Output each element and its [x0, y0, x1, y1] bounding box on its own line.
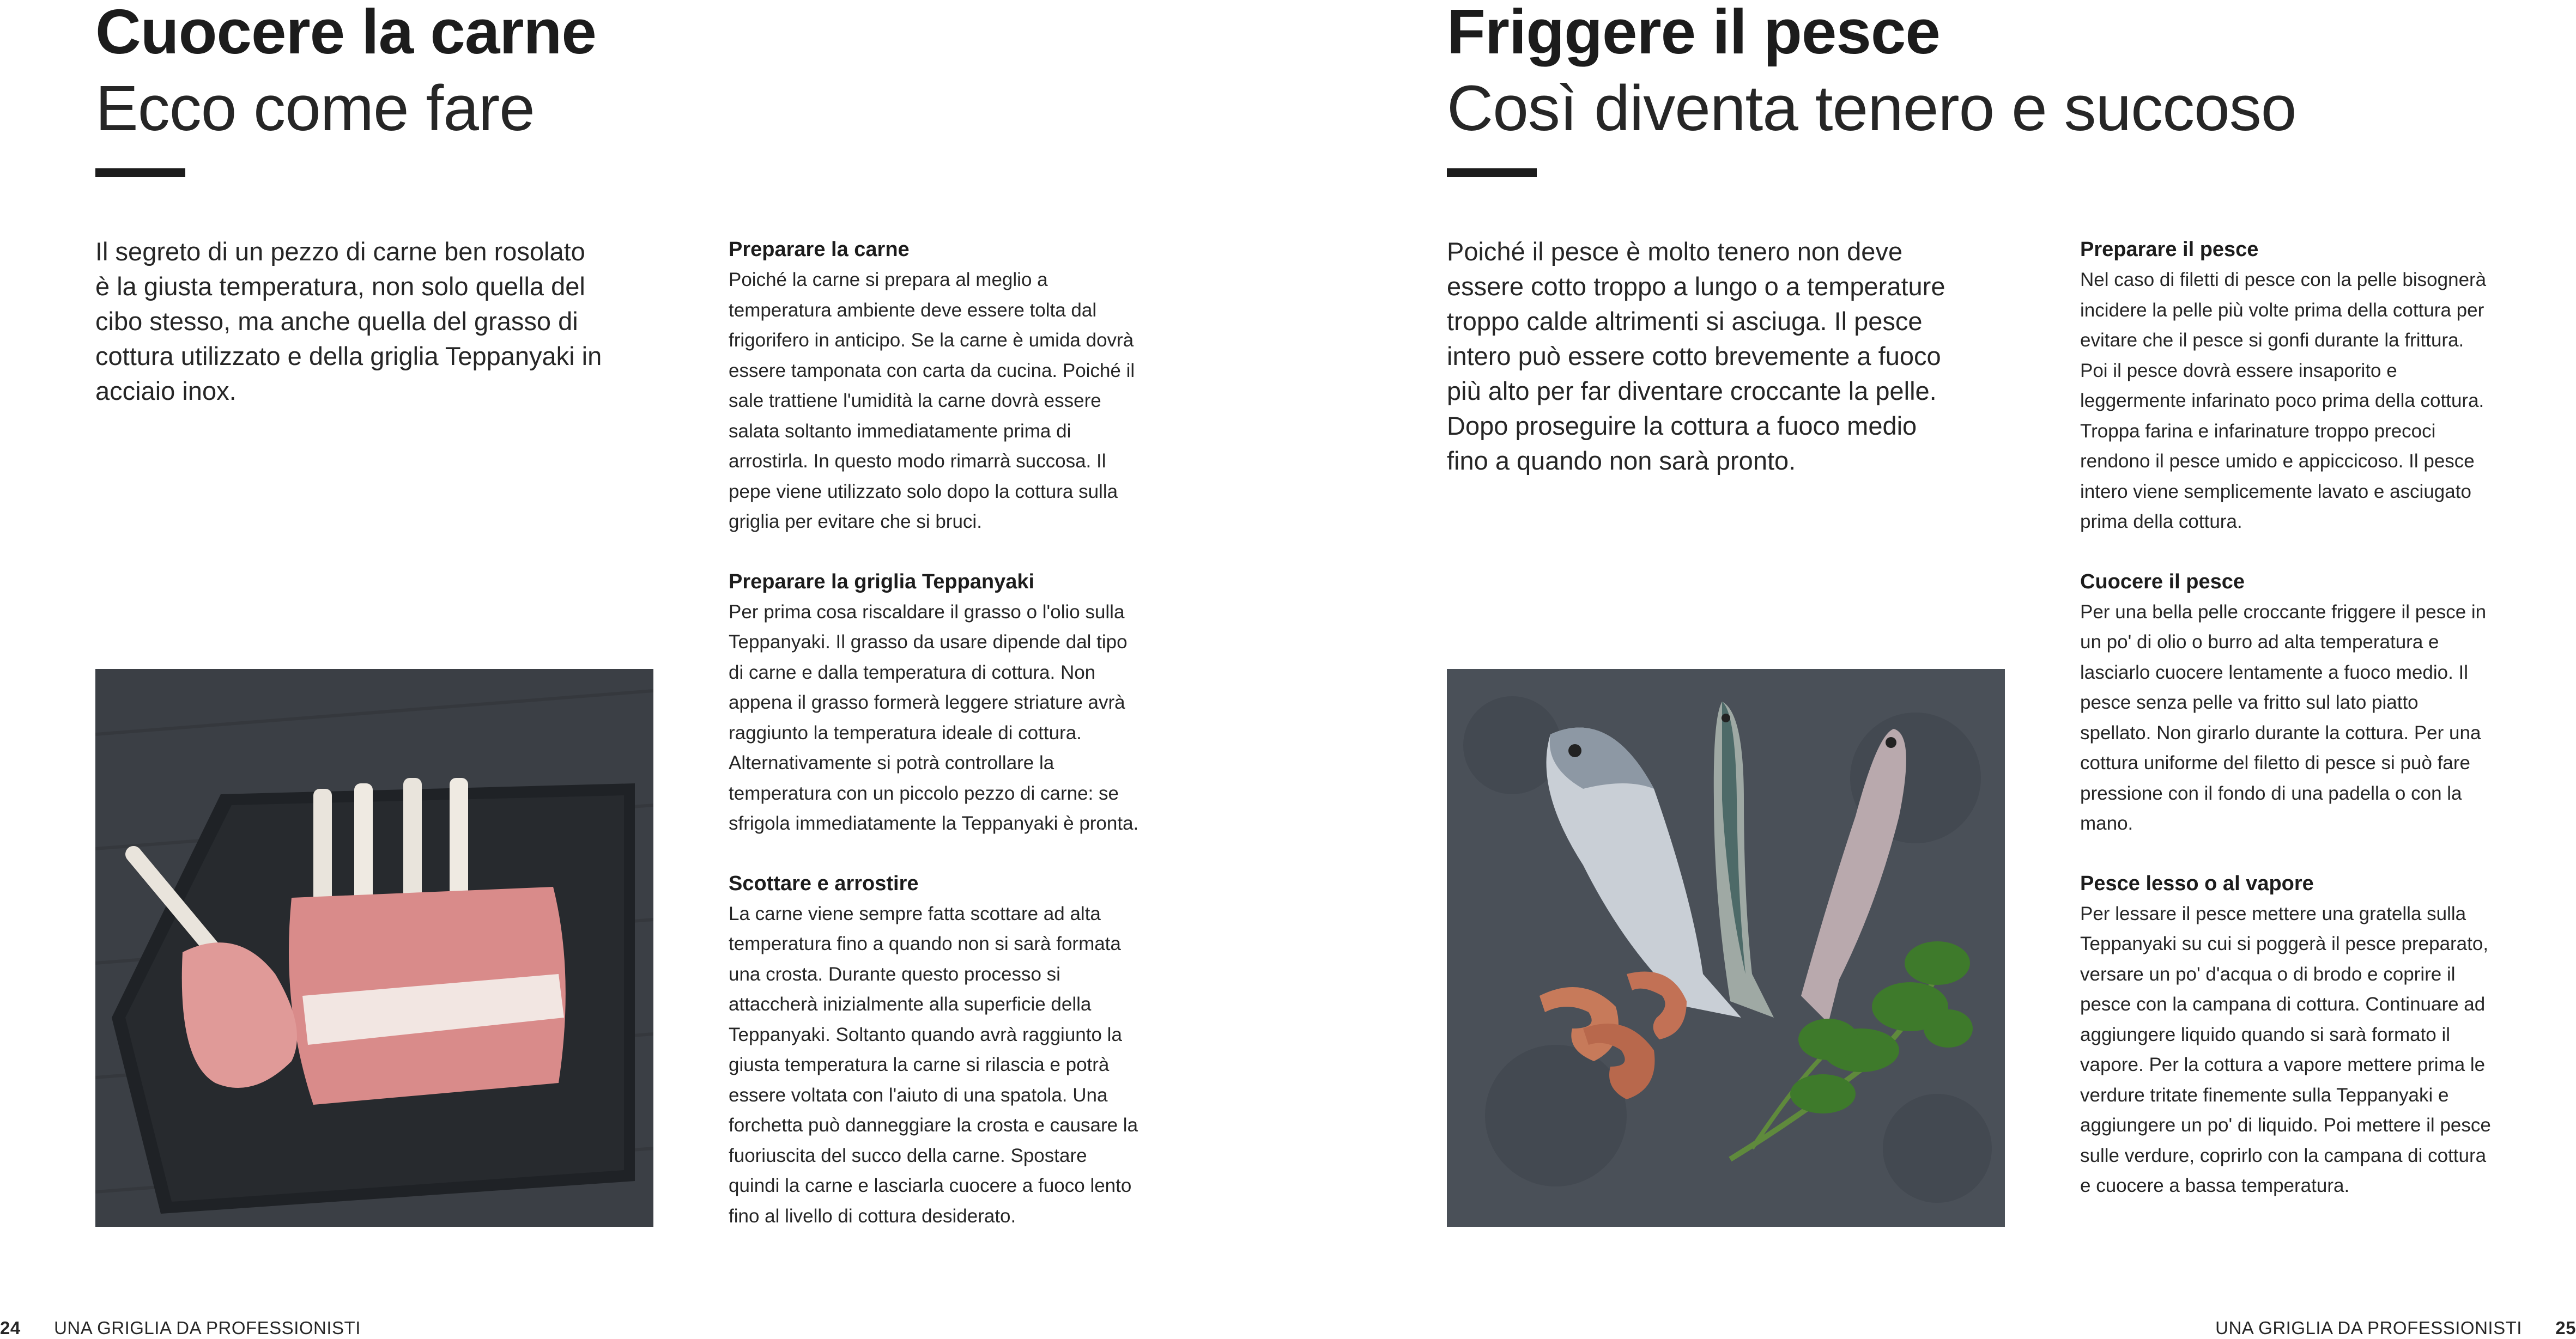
page-number-right: 25 — [2555, 1318, 2576, 1338]
left-sections — [729, 234, 1143, 1261]
section-body: Poiché la carne si prepara al meglio a temperatura ambiente deve essere tolta dal frigorifero in anticipo. Se la carne è umida dovrà essere tamponata con carta da cucina. Poiché il sale trattiene l'umidità la carne dovrà essere salata soltanto immediatamente prima di arrostirla. In questo modo rimarrà succosa. Il pepe viene utilizzato solo dopo la cottura sulla griglia per evitare che si bruci. — [729, 269, 1135, 532]
footer-label-left: UNA GRIGLIA DA PROFESSIONISTI — [54, 1318, 361, 1338]
fish-illustration — [1447, 669, 2005, 1227]
right-footer — [2215, 1317, 2576, 1339]
section-heading: Preparare la carne — [729, 238, 910, 261]
section-heading: Preparare la griglia Teppanyaki — [729, 570, 1035, 593]
section-body: Per prima cosa riscaldare il grasso o l'olio sulla Teppanyaki. Il grasso da usare dipende dal tipo di carne e dalla temperatura di cottura. Non appena il grasso formerà leggere striature avrà raggiunto la temperatura ideale di cottura. Alternativamente si potrà controllare la temperatura con un piccolo pezzo di carne: se sfrigola immediatamente la Teppanyaki è pronta. — [729, 601, 1139, 834]
section-body: Nel caso di filetti di pesce con la pelle bisognerà incidere la pelle più volte prima della cottura per evitare che il pesce si gonfi durante la frittura. Poi il pesce dovrà essere insaporito e leggermente infarinato poco prima della cottura. Troppa farina e infarinature troppo precoci rendono il pesce umido e appiccicoso. Il pesce intero viene semplicemente lavato e asciugato prima della cottura. — [2080, 269, 2487, 532]
meat-photo — [95, 669, 653, 1227]
section-preparare-griglia — [729, 567, 1143, 839]
left-page-title: Cuocere la carne — [95, 0, 596, 67]
section-scottare-arrostire — [729, 868, 1143, 1232]
section-heading: Scottare e arrostire — [729, 872, 919, 895]
fish-photo — [1447, 669, 2005, 1227]
left-title-rule — [95, 168, 185, 177]
section-heading: Pesce lesso o al vapore — [2080, 872, 2314, 895]
section-cuocere-il-pesce — [2080, 567, 2494, 839]
right-page-title: Friggere il pesce — [1447, 0, 1940, 67]
left-footer — [0, 1317, 361, 1339]
page-number-left: 24 — [0, 1318, 21, 1338]
section-body: Per una bella pelle croccante friggere il pesce in un po' di olio o burro ad alta temperatura e lasciarlo cuocere lentamente a fuoco medio. Il pesce senza pelle va fritto sul lato piatto spellato. Non girarlo durante la cottura. Per una cottura uniforme del filetto di pesce si può fare pressione con il fondo di una padella o con la mano. — [2080, 601, 2487, 834]
left-intro-text: Il segreto di un pezzo di carne ben rosolato è la giusta temperatura, non solo quella del cibo stesso, ma anche quella del grasso di cottura utilizzato e della griglia Teppanyaki in acciaio inox. — [95, 237, 602, 405]
right-title-rule — [1447, 168, 1537, 177]
section-preparare-la-carne — [729, 234, 1143, 537]
section-preparare-il-pesce — [2080, 234, 2494, 537]
right-sections — [2080, 234, 2494, 1231]
section-heading: Preparare il pesce — [2080, 238, 2259, 261]
meat-illustration — [95, 669, 653, 1227]
left-page-subtitle: Ecco come fare — [95, 72, 535, 144]
section-pesce-lesso — [2080, 868, 2494, 1201]
section-body: La carne viene sempre fatta scottare ad alta temperatura fino a quando non si sarà formata una crosta. Durante questo processo si attaccherà inizialmente alla superficie della Teppanyaki. Soltanto quando avrà raggiunto la giusta temperatura la carne si rilascia e potrà essere voltata con l'aiuto di una spatola. Una forchetta può danneggiare la crosta e causare la fuoriuscita del succo della carne. Spostare quindi la carne e lasciarla cuocere a fuoco lento fino al livello di cottura desiderato. — [729, 903, 1138, 1227]
footer-label-right: UNA GRIGLIA DA PROFESSIONISTI — [2215, 1318, 2522, 1338]
right-intro-text: Poiché il pesce è molto tenero non deve essere cotto troppo a lungo o a temperature troppo calde altrimenti si asciuga. Il pesce intero può essere cotto brevemente a fuoco più alto per far diventare croccante la pelle. Dopo proseguire la cottura a fuoco medio fino a quando non sarà pronto. — [1447, 237, 1945, 475]
right-page-header — [1447, 0, 2296, 144]
section-heading: Cuocere il pesce — [2080, 570, 2245, 593]
section-body: Per lessare il pesce mettere una gratella sulla Teppanyaki su cui si poggerà il pesce preparato, versare un po' d'acqua o di brodo e coprire il pesce con la campana di cottura. Continuare ad aggiungere liquido quando si sarà formato il vapore. Per la cottura a vapore mettere prima le verdure tritate finemente sulla Teppanyaki e aggiungere un po' di liquido. Poi mettere il pesce sulle verdure, coprirlo con la campana di cottura e cuocere a bassa temperatura. — [2080, 903, 2491, 1196]
right-page-subtitle: Così diventa tenero e succoso — [1447, 72, 2296, 144]
left-page-header — [95, 0, 596, 144]
